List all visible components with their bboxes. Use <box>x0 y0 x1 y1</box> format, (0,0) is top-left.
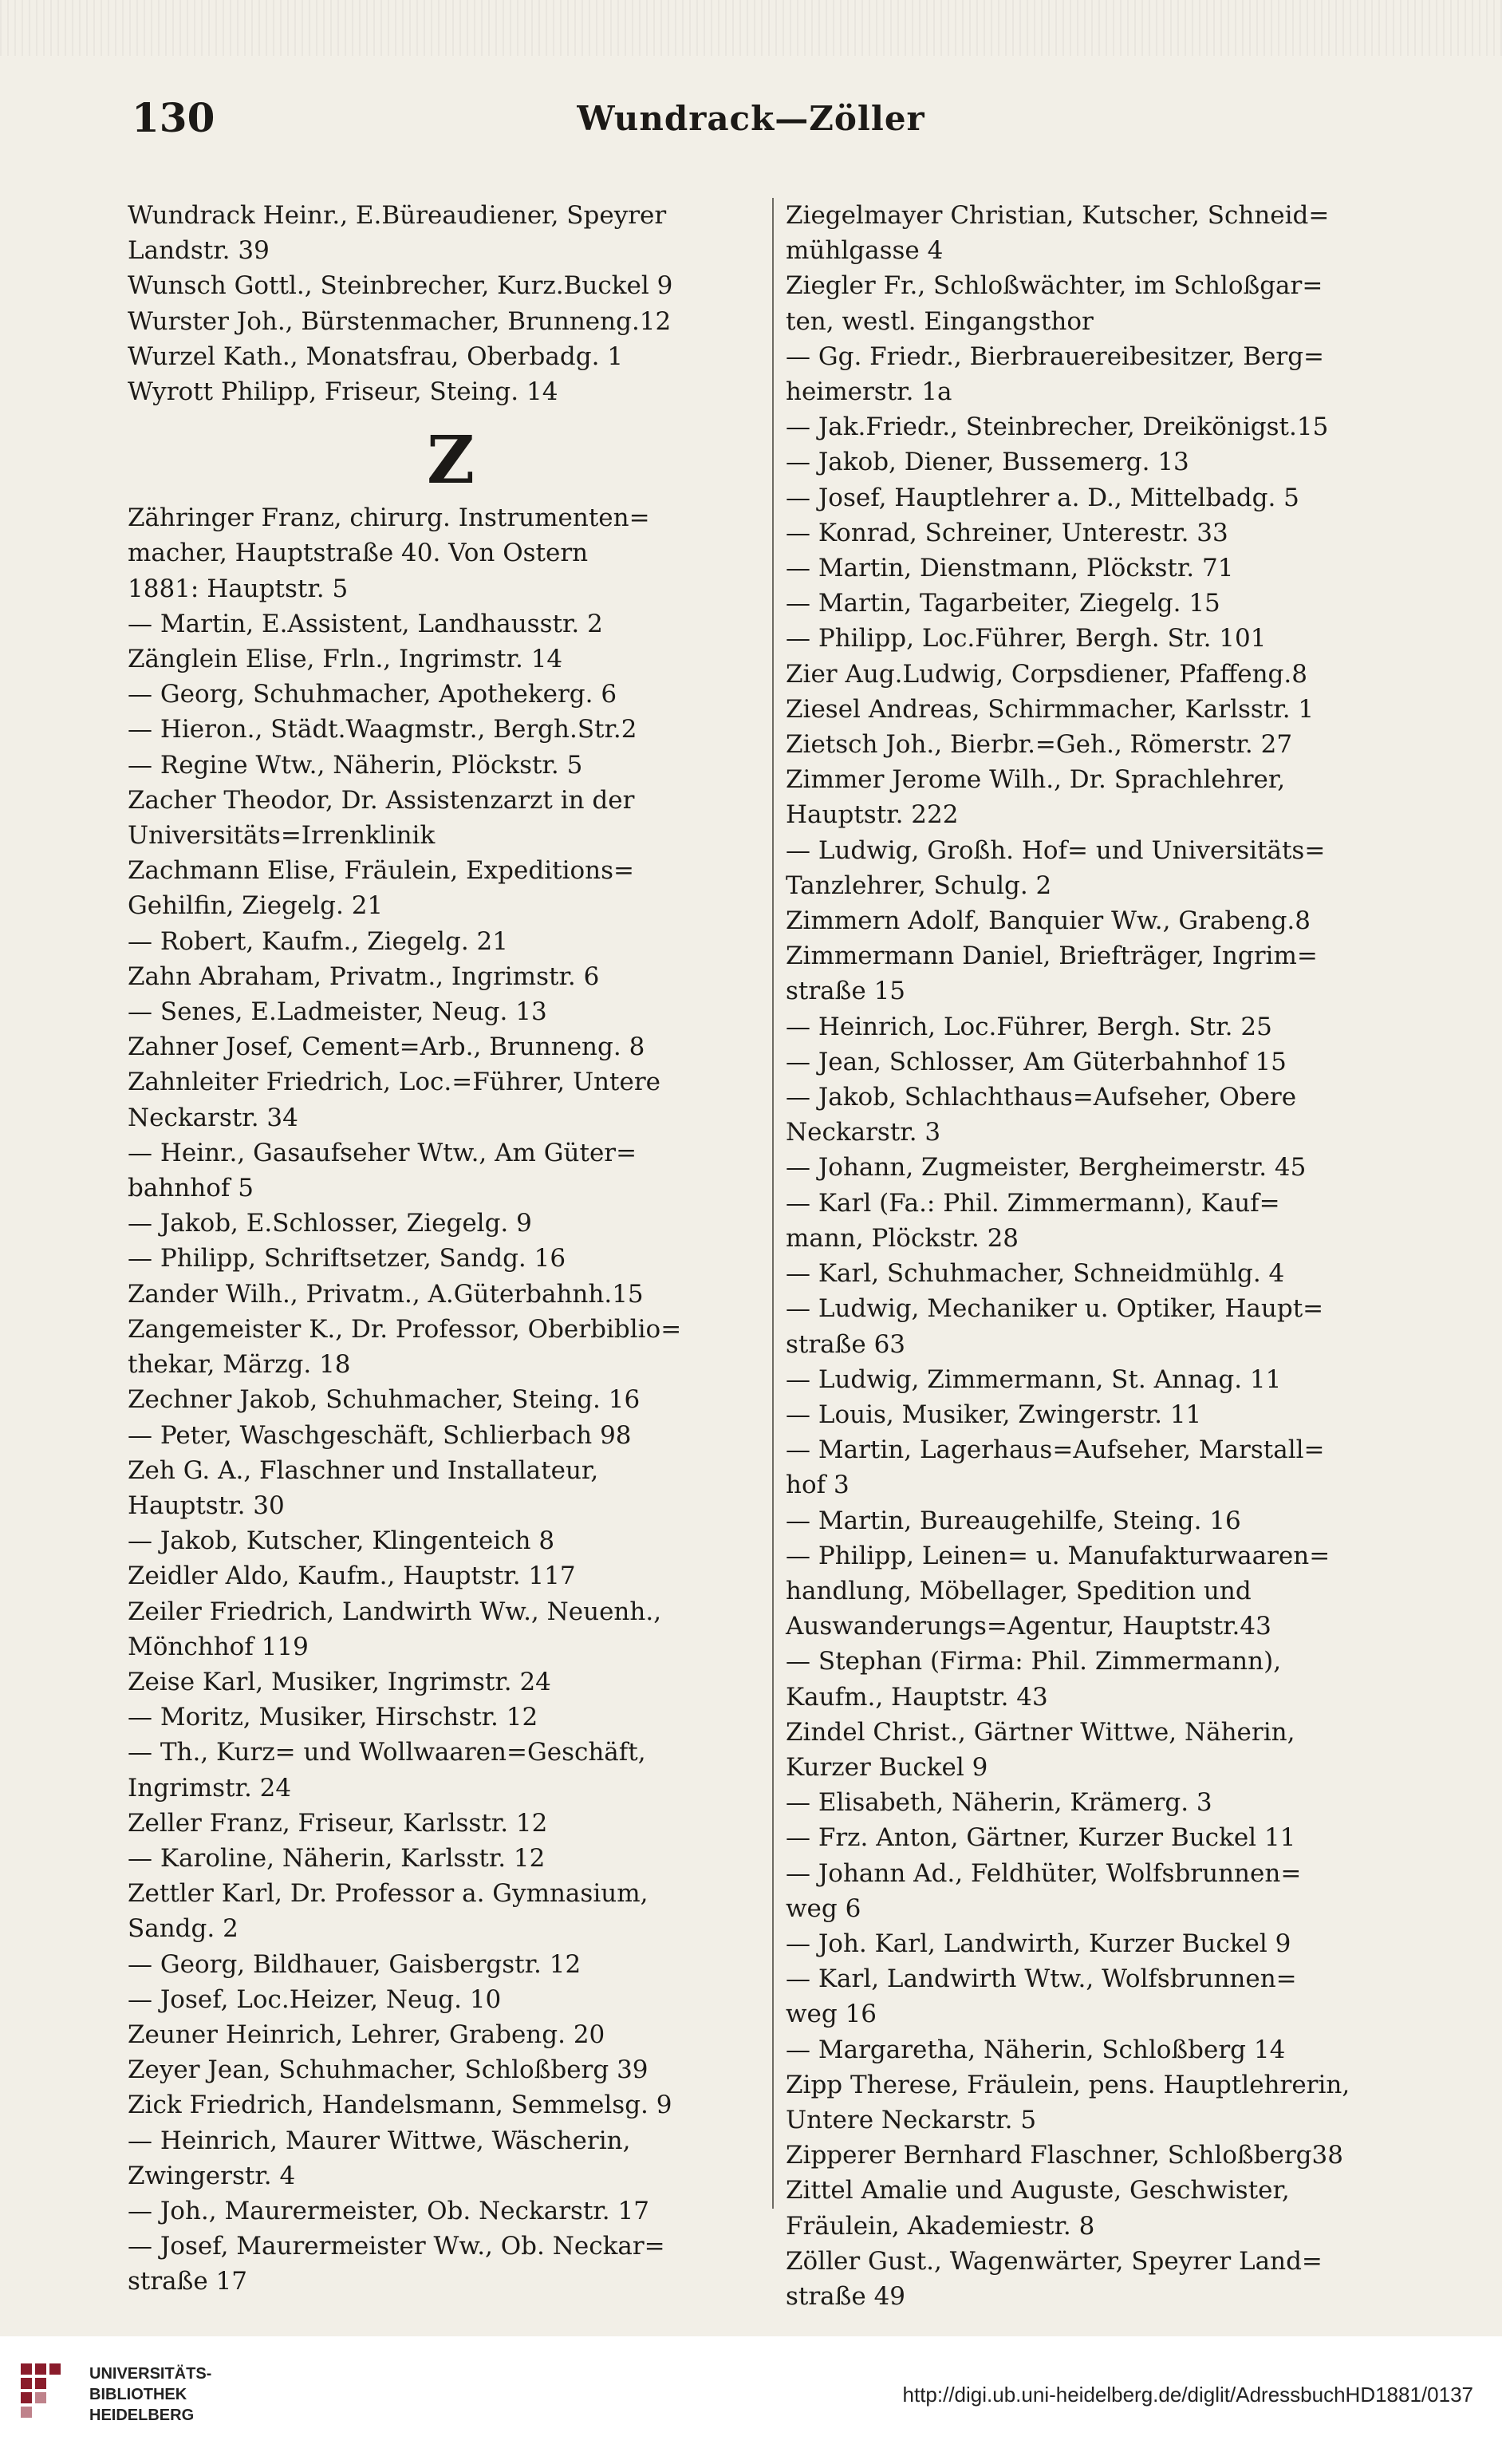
logo-line: HEIDELBERG <box>89 2407 195 2424</box>
entry-line: Mönchhof 119 <box>128 1632 309 1661</box>
directory-entry <box>786 1644 1424 1714</box>
directory-entry <box>786 1503 1424 1538</box>
entry-line: Zähringer Franz, chirurg. Instrumenten= <box>128 503 650 533</box>
directory-entry <box>128 1982 774 2017</box>
directory-entry <box>128 1206 774 1241</box>
entry-line: Gehilfin, Ziegelg. 21 <box>128 891 384 921</box>
entry-line: Untere Neckarstr. 5 <box>786 2105 1037 2134</box>
entry-line: heimerstr. 1a <box>786 377 952 407</box>
entry-line: — Jean, Schlosser, Am Güterbahnhof 15 <box>786 1047 1287 1076</box>
entry-line: — Jak.Friedr., Steinbrecher, Dreikönigst.15 <box>786 413 1329 442</box>
directory-entry <box>786 268 1424 338</box>
entry-line: Ziegelmayer Christian, Kutscher, Schneid= <box>786 201 1330 230</box>
entry-line: Sandg. 2 <box>128 1914 239 1944</box>
directory-entry <box>128 783 774 853</box>
entry-line: — Jakob, E.Schlosser, Ziegelg. 9 <box>128 1209 532 1238</box>
entry-line: straße 49 <box>786 2281 906 2311</box>
entry-line: Zipp Therese, Fräulein, pens. Hauptlehrerin, <box>786 2070 1350 2099</box>
entry-line: Neckarstr. 34 <box>128 1103 298 1132</box>
entry-line: Hauptstr. 30 <box>128 1491 285 1520</box>
directory-entry <box>128 198 774 268</box>
entry-line: Zänglein Elise, Frln., Ingrimstr. 14 <box>128 645 563 674</box>
entry-line: Zindel Christ., Gärtner Wittwe, Näherin, <box>786 1717 1295 1747</box>
directory-entry <box>128 1558 774 1593</box>
entry-line: — Louis, Musiker, Zwingerstr. 11 <box>786 1400 1202 1429</box>
directory-entry <box>128 2087 774 2122</box>
entry-line: — Karoline, Näherin, Karlsstr. 12 <box>128 1843 546 1873</box>
entry-line: — Regine Wtw., Näherin, Plöckstr. 5 <box>128 750 583 780</box>
entry-line: — Josef, Loc.Heizer, Neug. 10 <box>128 1984 502 2014</box>
directory-entry <box>128 1418 774 1453</box>
directory-entry <box>128 1523 774 1558</box>
entry-line: — Gg. Friedr., Bierbrauereibesitzer, Berg= <box>786 342 1325 371</box>
entry-line: Wurzel Kath., Monatsfrau, Oberbadg. 1 <box>128 342 623 371</box>
entry-line: — Jakob, Kutscher, Klingenteich 8 <box>128 1526 555 1556</box>
entry-line: Zeise Karl, Musiker, Ingrimstr. 24 <box>128 1667 551 1696</box>
entry-line: ten, westl. Eingangsthor <box>786 306 1094 336</box>
entry-line: — Margaretha, Näherin, Schloßberg 14 <box>786 2035 1286 2064</box>
entry-line: mühlgasse 4 <box>786 236 944 266</box>
directory-entry <box>128 2052 774 2087</box>
directory-entry <box>128 2017 774 2052</box>
directory-entry <box>786 903 1424 938</box>
directory-entry <box>786 2173 1424 2243</box>
directory-entry <box>128 924 774 959</box>
directory-entry <box>128 677 774 712</box>
entry-line: Zeh G. A., Flaschner und Installateur, <box>128 1455 599 1485</box>
directory-entry <box>786 938 1424 1009</box>
entry-line: — Frz. Anton, Gärtner, Kurzer Buckel 11 <box>786 1823 1296 1853</box>
directory-entry <box>128 339 774 374</box>
entry-line: weg 16 <box>786 2000 877 2029</box>
directory-entry <box>128 1241 774 1276</box>
entry-line: — Ludwig, Zimmermann, St. Annag. 11 <box>786 1364 1282 1394</box>
entry-line: Zittel Amalie und Auguste, Geschwister, <box>786 2176 1290 2205</box>
entry-line: — Johann, Zugmeister, Bergheimerstr. 45 <box>786 1153 1307 1183</box>
directory-entry <box>786 1256 1424 1291</box>
entry-line: Zimmermann Daniel, Briefträger, Ingrim= <box>786 942 1318 971</box>
entry-line: — Georg, Schuhmacher, Apothekerg. 6 <box>128 680 617 709</box>
entry-line: — Karl, Schuhmacher, Schneidmühlg. 4 <box>786 1259 1285 1289</box>
entry-line: — Martin, Bureaugehilfe, Steing. 16 <box>786 1506 1241 1535</box>
entry-line: — Heinrich, Loc.Führer, Bergh. Str. 25 <box>786 1012 1272 1041</box>
right-column <box>786 198 1424 2314</box>
entry-line: — Georg, Bildhauer, Gaisbergstr. 12 <box>128 1949 581 1979</box>
directory-entry <box>128 2194 774 2229</box>
directory-entry <box>128 268 774 303</box>
directory-entry <box>786 339 1424 409</box>
entry-line: Zeidler Aldo, Kaufm., Hauptstr. 117 <box>128 1562 576 1591</box>
directory-entry <box>786 1397 1424 1432</box>
logo-line: BIBLIOTHEK <box>89 2386 187 2403</box>
directory-entry <box>128 1029 774 1064</box>
directory-entry <box>128 1735 774 1805</box>
entry-line: Zahn Abraham, Privatm., Ingrimstr. 6 <box>128 962 600 991</box>
directory-entry <box>128 606 774 642</box>
entry-line: weg 6 <box>786 1893 861 1923</box>
entry-line: 1881: Hauptstr. 5 <box>128 574 349 603</box>
directory-entry <box>128 2123 774 2194</box>
entry-line: Zachmann Elise, Fräulein, Expeditions= <box>128 856 635 886</box>
directory-entry <box>128 1876 774 1946</box>
directory-entry <box>786 1820 1424 1855</box>
directory-entry <box>786 1186 1424 1256</box>
directory-entry <box>786 1009 1424 1044</box>
directory-entry <box>786 1538 1424 1645</box>
entry-line: — Robert, Kaufm., Ziegelg. 21 <box>128 926 508 956</box>
entry-line: — Jakob, Diener, Bussemerg. 13 <box>786 448 1189 477</box>
entry-line: Landstr. 39 <box>128 236 270 266</box>
directory-entry <box>786 515 1424 551</box>
directory-entry <box>786 657 1424 692</box>
column-divider <box>772 198 774 2209</box>
directory-entry <box>786 1044 1424 1080</box>
entry-line: — Heinr., Gasaufseher Wtw., Am Güter= <box>128 1138 637 1167</box>
directory-entry <box>128 1806 774 1841</box>
entry-line: Universitäts=Irrenklinik <box>128 821 436 851</box>
footer-bar <box>0 2336 1502 2464</box>
directory-entry <box>786 480 1424 515</box>
entry-line: — Martin, Tagarbeiter, Ziegelg. 15 <box>786 589 1220 618</box>
entry-line: Zipperer Bernhard Flaschner, Schloßberg38 <box>786 2141 1343 2170</box>
entry-line: — Moritz, Musiker, Hirschstr. 12 <box>128 1703 538 1732</box>
entry-line: Zahnleiter Friedrich, Loc.=Führer, Untere <box>128 1068 661 1097</box>
directory-entry <box>786 444 1424 480</box>
directory-entry <box>786 621 1424 656</box>
entry-line: — Hieron., Städt.Waagmstr., Bergh.Str.2 <box>128 715 637 744</box>
directory-entry <box>786 1080 1424 1150</box>
directory-entry <box>128 642 774 677</box>
directory-entry <box>128 1135 774 1206</box>
logo-line: UNIVERSITÄTS- <box>89 2365 212 2383</box>
entry-line: — Stephan (Firma: Phil. Zimmermann), <box>786 1647 1282 1676</box>
entry-line: — Johann Ad., Feldhüter, Wolfsbrunnen= <box>786 1858 1302 1888</box>
entry-line: — Josef, Maurermeister Ww., Ob. Neckar= <box>128 2232 665 2261</box>
entry-line: Tanzlehrer, Schulg. 2 <box>786 871 1052 900</box>
entry-line: Zick Friedrich, Handelsmann, Semmelsg. 9 <box>128 2091 672 2120</box>
entry-line: Wyrott Philipp, Friseur, Steing. 14 <box>128 377 558 407</box>
directory-entry <box>128 1664 774 1700</box>
running-head: Wundrack—Zöller <box>577 99 925 138</box>
entry-line: hof 3 <box>786 1471 850 1500</box>
directory-entry <box>786 1291 1424 1361</box>
directory-entry <box>128 712 774 747</box>
directory-entry <box>786 1961 1424 2032</box>
entry-line: Fräulein, Akademiestr. 8 <box>786 2211 1095 2241</box>
directory-entry <box>786 2138 1424 2173</box>
directory-entry <box>128 748 774 783</box>
entry-line: Zettler Karl, Dr. Professor a. Gymnasium, <box>128 1879 649 1909</box>
entry-line: — Joh. Karl, Landwirth, Kurzer Buckel 9 <box>786 1929 1291 1958</box>
directory-entry <box>128 1277 774 1312</box>
entry-line: — Joh., Maurermeister, Ob. Neckarstr. 17 <box>128 2196 649 2225</box>
entry-line: Kurzer Buckel 9 <box>786 1752 988 1782</box>
entry-line: — Karl (Fa.: Phil. Zimmermann), Kauf= <box>786 1188 1280 1218</box>
directory-entry <box>128 1453 774 1523</box>
directory-entry <box>128 1594 774 1664</box>
directory-entry <box>128 500 774 606</box>
entry-line: — Ludwig, Großh. Hof= und Universitäts= <box>786 835 1326 865</box>
entry-line: Zimmern Adolf, Banquier Ww., Grabeng.8 <box>786 906 1311 936</box>
directory-entry <box>128 304 774 339</box>
entry-line: — Philipp, Loc.Führer, Bergh. Str. 101 <box>786 624 1267 654</box>
entry-line: Zier Aug.Ludwig, Corpsdiener, Pfaffeng.8 <box>786 659 1307 689</box>
directory-entry <box>128 2229 774 2299</box>
entry-line: — Ludwig, Mechaniker u. Optiker, Haupt= <box>786 1294 1324 1324</box>
library-logo-icon <box>18 2360 80 2429</box>
section-letter: Z <box>427 422 475 500</box>
directory-entry <box>786 1715 1424 1785</box>
entry-line: Ziegler Fr., Schloßwächter, im Schloßgar= <box>786 271 1323 301</box>
entry-line: mann, Plöckstr. 28 <box>786 1223 1019 1253</box>
entry-line: Zechner Jakob, Schuhmacher, Steing. 16 <box>128 1385 641 1415</box>
source-url[interactable]: http://digi.ub.uni-heidelberg.de/diglit/AdressbuchHD1881/0137 <box>902 2383 1473 2407</box>
directory-entry <box>786 1362 1424 1397</box>
directory-entry <box>786 2067 1424 2138</box>
directory-entry <box>128 1382 774 1417</box>
directory-entry <box>786 1785 1424 1820</box>
entry-line: Zangemeister K., Dr. Professor, Oberbiblio= <box>128 1314 682 1344</box>
entry-line: Zimmer Jerome Wilh., Dr. Sprachlehrer, <box>786 765 1286 795</box>
entry-line: Zeiler Friedrich, Landwirth Ww., Neuenh., <box>128 1597 662 1626</box>
entry-line: — Karl, Landwirth Wtw., Wolfsbrunnen= <box>786 1964 1297 1994</box>
entry-line: — Peter, Waschgeschäft, Schlierbach 98 <box>128 1420 632 1450</box>
directory-entry <box>128 994 774 1029</box>
directory-entry <box>786 1432 1424 1502</box>
directory-entry <box>128 1947 774 1982</box>
directory-entry <box>786 727 1424 762</box>
entry-line: thekar, Märzg. 18 <box>128 1350 351 1380</box>
entry-line: Wunsch Gottl., Steinbrecher, Kurz.Buckel 9 <box>128 271 673 301</box>
entry-line: Zander Wilh., Privatm., A.Güterbahnh.15 <box>128 1279 644 1309</box>
left-column <box>128 198 774 2300</box>
entry-line: — Martin, Dienstmann, Plöckstr. 71 <box>786 554 1234 583</box>
page-number: 130 <box>132 94 215 141</box>
entry-line: — Philipp, Schriftsetzer, Sandg. 16 <box>128 1244 566 1273</box>
entry-line: — Konrad, Schreiner, Unterestr. 33 <box>786 518 1228 547</box>
directory-entry <box>128 374 774 409</box>
directory-entry <box>786 409 1424 444</box>
entry-line: — Senes, E.Ladmeister, Neug. 13 <box>128 997 547 1027</box>
directory-entry <box>128 1064 774 1135</box>
directory-entry <box>128 959 774 994</box>
entry-line: — Josef, Hauptlehrer a. D., Mittelbadg. 5 <box>786 483 1299 512</box>
entry-line: Hauptstr. 222 <box>786 800 959 830</box>
entry-line: — Elisabeth, Näherin, Krämerg. 3 <box>786 1788 1212 1818</box>
directory-entry <box>786 1856 1424 1926</box>
entry-line: Zeyer Jean, Schuhmacher, Schloßberg 39 <box>128 2055 649 2085</box>
entry-line: — Martin, Lagerhaus=Aufseher, Marstall= <box>786 1435 1325 1465</box>
directory-entry <box>786 762 1424 832</box>
directory-entry <box>128 1841 774 1876</box>
directory-entry <box>128 1700 774 1735</box>
directory-entry <box>786 198 1424 268</box>
entry-line: Kaufm., Hauptstr. 43 <box>786 1682 1048 1712</box>
entry-line: macher, Hauptstraße 40. Von Ostern <box>128 539 589 568</box>
entry-line: Zacher Theodor, Dr. Assistenzarzt in der <box>128 785 635 815</box>
entry-line: Zöller Gust., Wagenwärter, Speyrer Land= <box>786 2246 1323 2276</box>
library-logo-text <box>89 2363 211 2426</box>
scan-edge-noise <box>0 0 1502 56</box>
directory-entry <box>786 2244 1424 2314</box>
directory-entry <box>786 692 1424 727</box>
directory-entry <box>786 833 1424 903</box>
entry-line: — Heinrich, Maurer Wittwe, Wäscherin, <box>128 2126 631 2155</box>
directory-entry <box>786 2032 1424 2067</box>
directory-entry <box>128 1312 774 1382</box>
entry-line: Zwingerstr. 4 <box>128 2161 296 2190</box>
directory-entry <box>128 853 774 923</box>
entry-line: straße 63 <box>786 1329 906 1359</box>
entry-line: — Philipp, Leinen= u. Manufakturwaaren= <box>786 1541 1331 1570</box>
entry-line: — Martin, E.Assistent, Landhausstr. 2 <box>128 609 603 638</box>
entry-line: Auswanderungs=Agentur, Hauptstr.43 <box>786 1612 1271 1641</box>
entry-line: — Jakob, Schlachthaus=Aufseher, Obere <box>786 1083 1297 1112</box>
entry-line: Neckarstr. 3 <box>786 1118 941 1147</box>
entry-line: Zeuner Heinrich, Lehrer, Grabeng. 20 <box>128 2020 605 2049</box>
entry-line: Zahner Josef, Cement=Arb., Brunneng. 8 <box>128 1033 645 1062</box>
entry-line: Wundrack Heinr., E.Büreaudiener, Speyrer <box>128 201 667 230</box>
entry-line: Ingrimstr. 24 <box>128 1773 292 1803</box>
entry-line: — Th., Kurz= und Wollwaaren=Geschäft, <box>128 1738 646 1767</box>
entry-line: straße 17 <box>128 2267 248 2296</box>
directory-entry <box>786 1150 1424 1185</box>
directory-entry <box>786 586 1424 621</box>
entry-line: bahnhof 5 <box>128 1174 254 1203</box>
directory-entry <box>786 1926 1424 1961</box>
entry-line: Zietsch Joh., Bierbr.=Geh., Römerstr. 27 <box>786 730 1293 760</box>
directory-entry <box>786 551 1424 586</box>
entry-line: Wurster Joh., Bürstenmacher, Brunneng.12 <box>128 306 672 336</box>
entry-line: straße 15 <box>786 977 906 1006</box>
entry-line: handlung, Möbellager, Spedition und <box>786 1576 1252 1605</box>
entry-line: Zeller Franz, Friseur, Karlsstr. 12 <box>128 1808 548 1838</box>
entry-line: Ziesel Andreas, Schirmmacher, Karlsstr. 1 <box>786 694 1315 724</box>
